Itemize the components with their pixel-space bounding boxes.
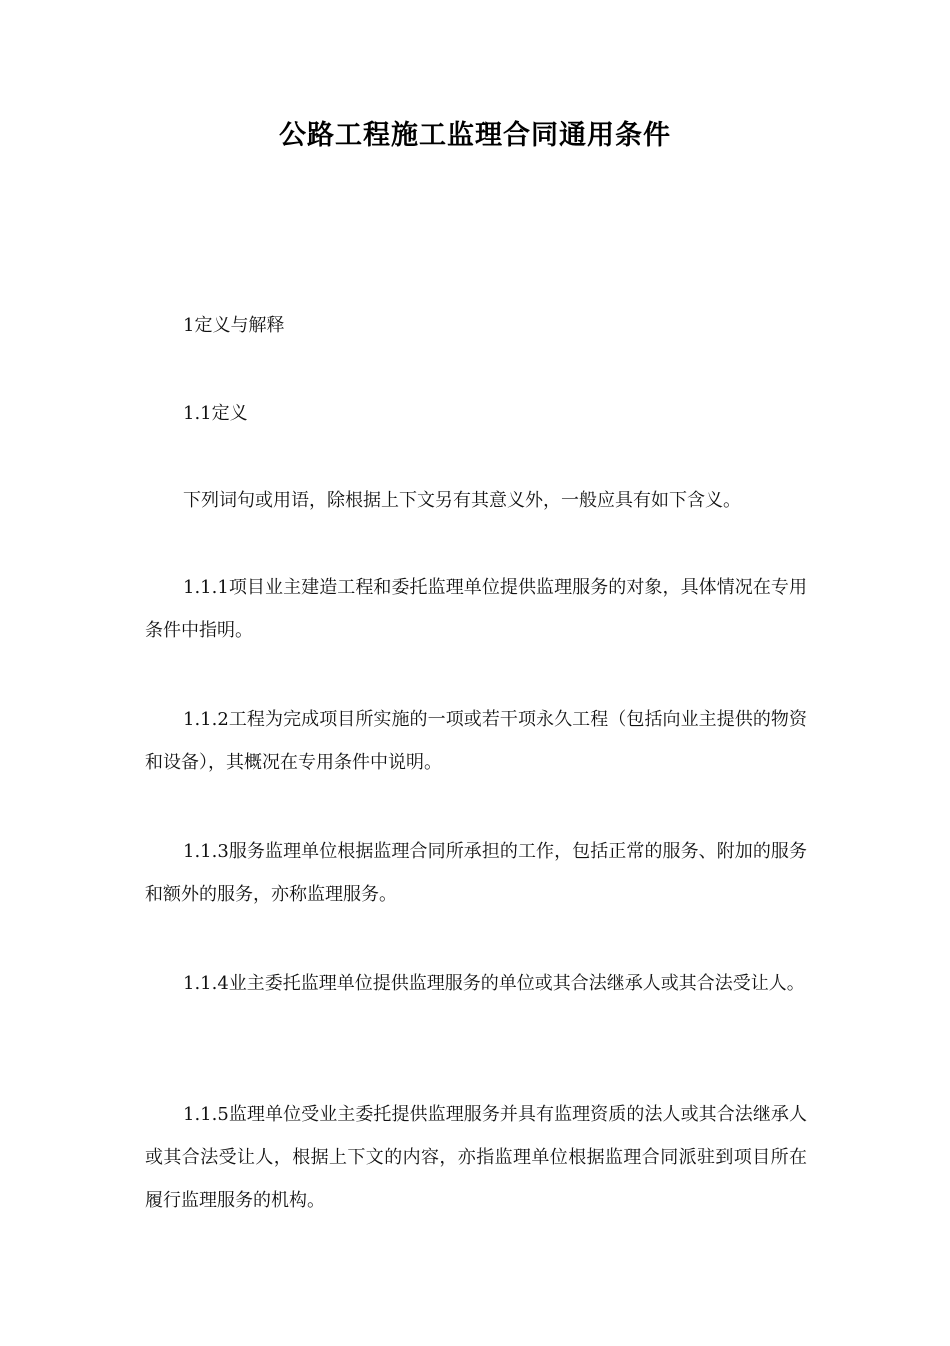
paragraph-1-1-4: 1.1.4业主委托监理单位提供监理服务的单位或其合法继承人或其合法受让人。 <box>183 973 805 994</box>
paragraph-1-1-3: 1.1.3服务监理单位根据监理合同所承担的工作，包括正常的服务、附加的服务和额外的服务，亦称监理服务。 <box>145 841 807 905</box>
paragraph-intro: 下列词句或用语，除根据上下文另有其意义外，一般应具有如下含义。 <box>183 490 741 511</box>
paragraph-1-1-5: 1.1.5监理单位受业主委托提供监理服务并具有监理资质的法人或其合法继承人或其合法受让人，根据上下文的内容，亦指监理单位根据监理合同派驻到项目所在履行监理服务的机构。 <box>145 1104 807 1211</box>
section-heading-1-1: 1.1定义 <box>183 403 248 424</box>
section-heading-1: 1定义与解释 <box>183 315 285 336</box>
paragraph-1-1-2: 1.1.2工程为完成项目所实施的一项或若干项永久工程（包括向业主提供的物资和设备），其概况在专用条件中说明。 <box>145 709 807 773</box>
page-title: 公路工程施工监理合同通用条件 <box>279 120 671 151</box>
paragraph-1-1-1: 1.1.1项目业主建造工程和委托监理单位提供监理服务的对象，具体情况在专用条件中指明。 <box>145 577 807 641</box>
